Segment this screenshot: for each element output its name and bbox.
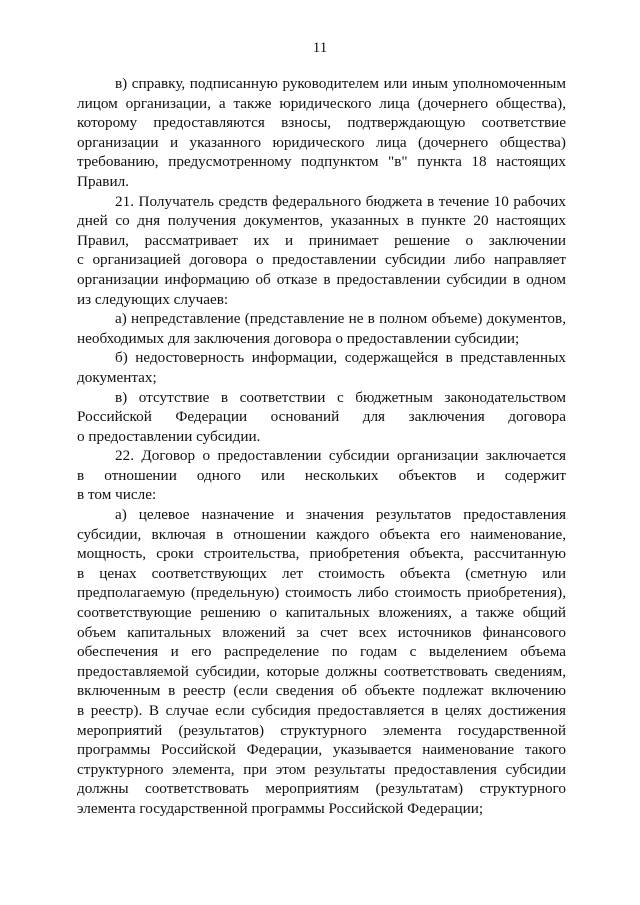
text-line: структурного элемента, при этом результаты предоставления субсидии	[77, 760, 566, 778]
text-line: организации и указанного юридического лица (дочернего общества)	[77, 133, 566, 151]
text-line: с организацией договора о предоставлении субсидии либо направляет	[77, 251, 566, 269]
text-line: Российской Федерации оснований для заключения договора	[77, 408, 566, 426]
text-line: о предоставлении субсидии.	[77, 427, 261, 445]
text-line: мощность, сроки строительства, приобретения объекта, рассчитанную	[77, 545, 566, 563]
text-line: Правил, рассматривает их и принимает решение о заключении	[77, 231, 566, 249]
text-line: а) целевое назначение и значения результатов предоставления	[115, 506, 566, 524]
text-line: документах;	[77, 368, 157, 386]
text-line: 22. Договор о предоставлении субсидии организации заключается	[115, 447, 566, 465]
text-line: предполагаемую (предельную) стоимость либо стоимость приобретения),	[77, 584, 566, 602]
text-line: необходимых для заключения договора о предоставлении субсидии;	[77, 329, 520, 347]
text-line: 21. Получатель средств федерального бюджета в течение 10 рабочих	[115, 192, 566, 210]
text-line: предоставляемой субсидии, которые должны соответствовать сведениям,	[77, 662, 566, 680]
text-line: должны соответствовать мероприятиям (результатам) структурного	[77, 780, 566, 798]
text-line: организации информацию об отказе в предоставлении субсидии в одном	[77, 270, 566, 288]
text-line: в) отсутствие в соответствии с бюджетным законодательством	[115, 388, 566, 406]
text-line: б) недостоверность информации, содержащейся в представленных	[115, 349, 566, 367]
text-line: а) непредставление (представление не в полном объеме) документов,	[115, 310, 566, 328]
text-line: в том числе:	[77, 486, 157, 504]
text-line: соответствующие решению о капитальных вложениях, а также общий	[77, 604, 566, 622]
page-number: 11	[312, 40, 328, 56]
text-line: в ценах соответствующих лет стоимость объекта (сметную или	[77, 564, 566, 582]
text-line: дней со дня получения документов, указанных в пункте 20 настоящих	[77, 212, 566, 230]
text-line: требованию, предусмотренному подпунктом "в" пункта 18 настоящих	[77, 153, 566, 171]
text-line: Правил.	[77, 172, 129, 190]
text-line: мероприятий (результатов) структурного элемента государственной	[77, 721, 566, 739]
text-line: в) справку, подписанную руководителем или иным уполномоченным	[115, 75, 566, 92]
text-line: из следующих случаев:	[77, 290, 229, 308]
text-line: субсидии, включая в отношении каждого объекта его наименование,	[77, 525, 566, 543]
text-line: в реестр). В случае если субсидия предоставляется в целях достижения	[77, 702, 566, 719]
text-line: в отношении одного или нескольких объектов и содержит	[77, 466, 566, 484]
text-line: лицом организации, а также юридического лица (дочернего общества),	[77, 94, 566, 112]
text-line: которому предоставляются взносы, подтверждающую соответствие	[77, 114, 566, 132]
text-line: объем капитальных вложений за счет всех источников финансового	[77, 623, 566, 641]
text-line: включенным в реестр (если сведения об объекте подлежат включению	[77, 682, 566, 700]
text-line: программы Российской Федерации, указывается наименование такого	[77, 741, 566, 759]
text-line: элемента государственной программы Российской Федерации;	[77, 799, 484, 817]
text-line: обеспечения и его распределение по годам с выделением объема	[77, 643, 566, 661]
document-text-body	[77, 74, 566, 819]
